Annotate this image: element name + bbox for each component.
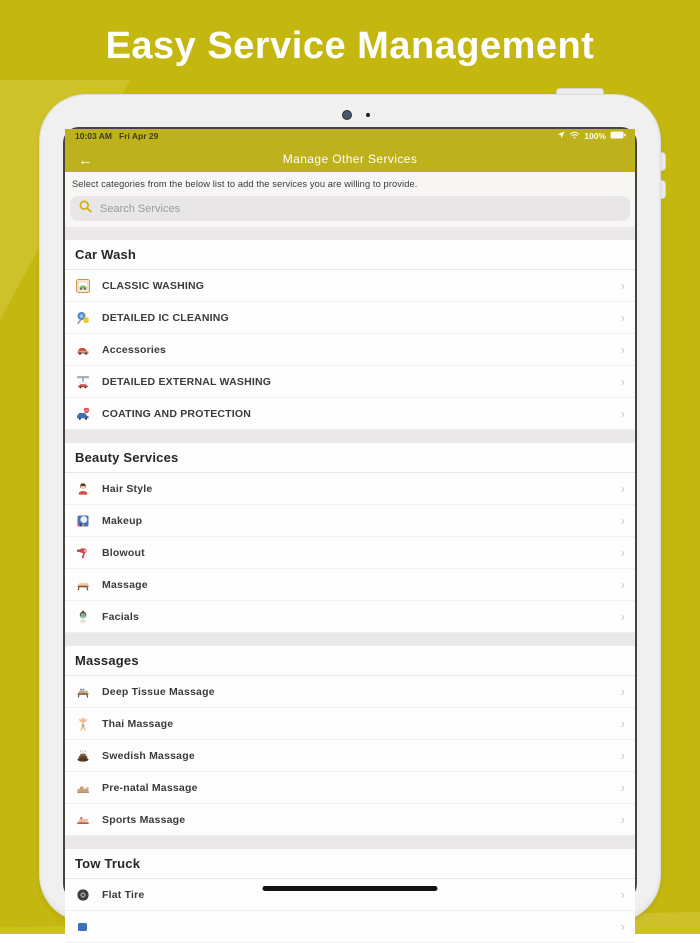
list-item-coating-and-protection[interactable] [65,398,635,430]
list-item-label: DETAILED EXTERNAL WASHING [102,375,272,388]
page-title: Manage Other Services [282,152,418,166]
chevron-right-icon: › [620,342,625,357]
section-title: Massages [65,646,635,676]
chevron-right-icon: › [620,481,625,496]
list-item-label: CLASSIC WASHING [102,279,205,292]
sports-massage-icon [75,812,91,828]
list-item-label: Hair Style [102,482,153,495]
chevron-right-icon: › [620,545,625,560]
status-bar [75,131,626,141]
list-item-blowout[interactable] [65,537,635,569]
list-item-label: Sports Massage [102,813,186,826]
prenatal-massage-icon [75,780,91,796]
banner-title: Easy Service Management [105,24,595,67]
navigation-bar [65,146,635,172]
chevron-right-icon: › [620,577,625,592]
chevron-right-icon: › [620,780,625,795]
list-item-label: Massage [102,578,148,591]
flat-tire-icon [75,887,91,903]
partial-item-icon [75,919,91,935]
wifi-icon [569,131,580,141]
blowout-icon [75,545,91,561]
swedish-massage-icon [75,748,91,764]
sensor-dot-icon [366,113,370,117]
app-screen [63,127,637,934]
search-bar[interactable] [70,196,630,221]
list-item-massage[interactable] [65,569,635,601]
list-item-hair-style[interactable] [65,473,635,505]
list-item-label: DETAILED IC CLEANING [102,311,229,324]
list-item-accessories[interactable] [65,334,635,366]
chevron-right-icon: › [620,609,625,624]
home-indicator[interactable] [263,886,438,891]
app-bar [65,129,635,172]
status-time: 10:03 AM [75,131,113,141]
battery-icon [610,131,626,141]
chevron-right-icon: › [620,310,625,325]
section-title: Tow Truck [65,849,635,879]
intro-text: Select categories from the below list to add the services you are willing to provide. [72,179,418,189]
status-indicators [557,131,626,141]
list-item-swedish-massage[interactable] [65,740,635,772]
magnifier-icon [79,200,92,218]
list-item-classic-washing[interactable] [65,270,635,302]
list-item-label: Pre-natal Massage [102,781,198,794]
list-item-deep-tissue-massage[interactable] [65,676,635,708]
list-item-label: Flat Tire [102,888,145,901]
coating-protection-icon [75,406,91,422]
chevron-right-icon: › [620,887,625,902]
list-item-detailed-ic-cleaning[interactable] [65,302,635,334]
accessories-icon [75,342,91,358]
status-time-date [75,131,158,141]
front-camera-icon [343,111,351,119]
list-item-pre-natal-massage[interactable] [65,772,635,804]
section-beauty-services [65,443,635,633]
list-item-label: Makeup [102,514,143,527]
list-item-label: Thai Massage [102,717,174,730]
list-item-label: COATING AND PROTECTION [102,407,252,420]
chevron-right-icon: › [620,374,625,389]
list-item-sports-massage[interactable] [65,804,635,836]
chevron-right-icon: › [620,919,625,934]
facials-icon [75,609,91,625]
deep-tissue-massage-icon [75,684,91,700]
list-item-label: Facials [102,610,140,623]
marketing-banner [0,0,700,92]
chevron-right-icon: › [620,406,625,421]
chevron-right-icon: › [620,513,625,528]
list-item-partial[interactable] [65,911,635,943]
massage-table-icon [75,577,91,593]
section-title: Beauty Services [65,443,635,473]
location-icon [557,131,565,141]
list-item-thai-massage[interactable] [65,708,635,740]
chevron-right-icon: › [620,684,625,699]
chevron-right-icon: › [620,716,625,731]
list-item-label: Swedish Massage [102,749,195,762]
list-item-label: Blowout [102,546,145,559]
interior-cleaning-icon [75,310,91,326]
list-item-makeup[interactable] [65,505,635,537]
back-button[interactable]: ← [78,152,93,169]
external-washing-icon [75,374,91,390]
chevron-right-icon: › [620,748,625,763]
list-item-label: Accessories [102,343,167,356]
section-tow-truck [65,849,635,943]
list-item-facials[interactable] [65,601,635,633]
section-massages [65,646,635,836]
thai-massage-icon [75,716,91,732]
section-car-wash [65,240,635,430]
chevron-right-icon: › [620,278,625,293]
section-title: Car Wash [65,240,635,270]
hair-style-icon [75,481,91,497]
list-item-detailed-external-washing[interactable] [65,366,635,398]
search-input[interactable] [98,202,630,216]
battery-percent: 100% [584,131,606,141]
list-item-flat-tire[interactable] [65,879,635,911]
chevron-right-icon: › [620,812,625,827]
classic-washing-icon [75,278,91,294]
list-item-label: Deep Tissue Massage [102,685,215,698]
intro-block [65,172,635,227]
makeup-icon [75,513,91,529]
status-date: Fri Apr 29 [119,131,159,141]
